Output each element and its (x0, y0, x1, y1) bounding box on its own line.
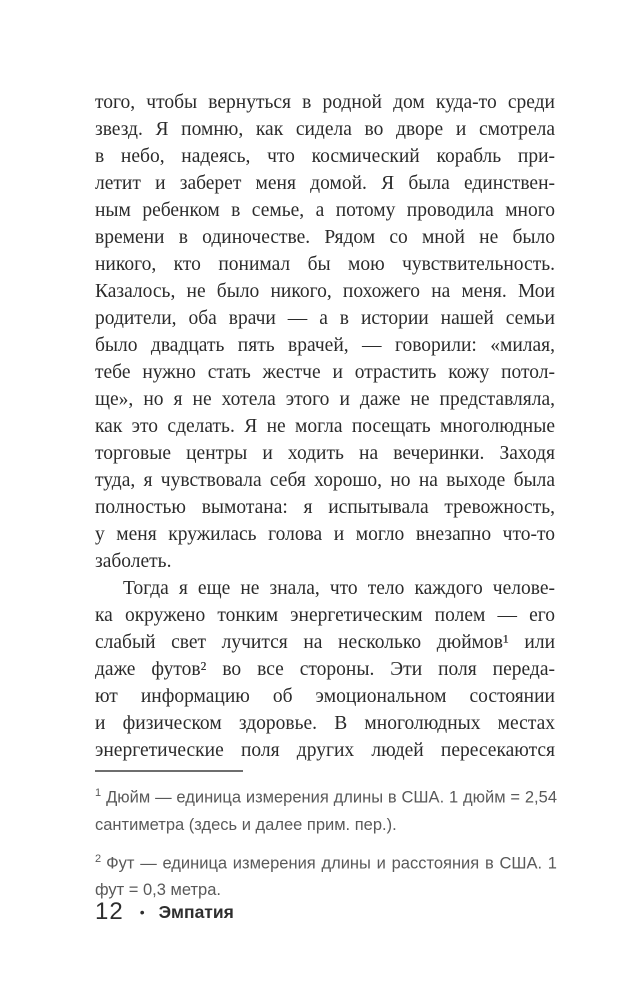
body-text-line: Тогда я еще не знала, что тело каждого челове- (123, 578, 555, 599)
body-text-line: слабый свет лучится на несколько дюймов¹ или (95, 632, 555, 653)
body-text-line: даже футов² во все стороны. Эти поля переда- (95, 659, 555, 680)
body-text-line: тебе нужно стать жестче и отрастить кожу потол- (95, 362, 555, 383)
body-text-line: звезд. Я помню, как сидела во дворе и смотрела (95, 119, 555, 140)
body-text-line: родители, оба врачи — а в истории нашей семьи (95, 308, 555, 329)
body-text-line: торговые центры и ходить на вечеринки. Заходя (95, 443, 555, 464)
page-footer (95, 898, 234, 926)
body-text-line: времени в одиночестве. Рядом со мной не было (95, 227, 555, 248)
body-text (95, 89, 555, 764)
footnotes (95, 780, 557, 911)
body-text-line: летит и заберет меня домой. Я была единствен- (95, 173, 555, 194)
body-text-line: никого, кто понимал бы мою чувствительность. (95, 254, 555, 275)
footnote (95, 780, 557, 839)
footer-bullet: • (139, 904, 145, 920)
body-text-line: того, чтобы вернуться в родной дом куда-то среди (95, 92, 555, 113)
footnote-text: Фут — единица измерения длины и расстояния в США. 1 фут = 0,3 метра. (95, 854, 557, 899)
footnote (95, 846, 557, 905)
book-title: Эмпатия (158, 901, 234, 922)
body-text-line: у меня кружилась голова и могло внезапно что-то (95, 524, 555, 545)
footnote-marker: 1 (95, 787, 102, 799)
body-text-line: и физическом здоровье. В многолюдных местах (95, 713, 555, 734)
page-number: 12 (95, 898, 124, 925)
body-text-line: туда, я чувствовала себя хорошо, но на выходе была (95, 470, 555, 491)
footnote-text: Дюйм — единица измерения длины в США. 1 дюйм = 2,54 сантиметра (здесь и далее прим. пер.). (95, 788, 557, 834)
body-text-line: ще», но я не хотела этого и даже не представляла, (95, 389, 555, 410)
body-text-line: Казалось, не было никого, похожего на меня. Мои (95, 281, 555, 302)
body-text-line: ным ребенком в семье, а потому проводила много (95, 200, 555, 221)
footnote-marker: 2 (95, 852, 102, 865)
body-text-line: полностью вымотана: я испытывала тревожность, (95, 497, 555, 518)
body-text-line: было двадцать пять врачей, — говорили: «милая, (95, 335, 555, 356)
body-text-line: заболеть. (95, 551, 172, 572)
body-text-line: в небо, надеясь, что космический корабль при- (95, 146, 555, 167)
body-text-line: как это сделать. Я не могла посещать многолюдные (95, 416, 555, 437)
body-text-line: энергетические поля других людей пересекаются (95, 740, 555, 761)
body-text-line: ют информацию об эмоциональном состоянии (95, 686, 555, 707)
footnote-separator (95, 770, 243, 772)
body-text-line: ка окружено тонким энергетическим полем — его (95, 605, 555, 626)
